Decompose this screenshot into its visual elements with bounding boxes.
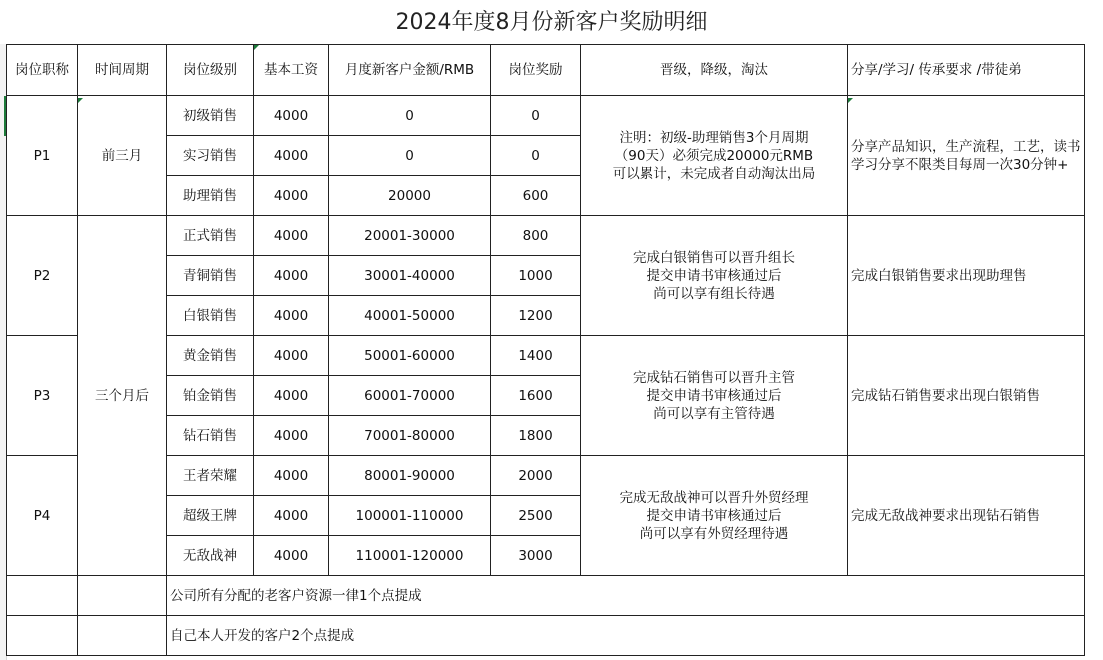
- amount-cell[interactable]: 110001-120000: [329, 536, 491, 576]
- base-salary-cell[interactable]: 4000: [254, 96, 329, 136]
- header-promotion[interactable]: 晋级，降级，淘汰: [581, 45, 848, 96]
- level-cell[interactable]: 实习销售: [167, 136, 254, 176]
- header-position[interactable]: 岗位职称: [7, 45, 78, 96]
- header-sharing[interactable]: 分享/学习/ 传承要求 /带徒弟: [848, 45, 1085, 96]
- base-salary-cell[interactable]: 4000: [254, 176, 329, 216]
- level-cell[interactable]: 王者荣耀: [167, 456, 254, 496]
- period-cell[interactable]: 前三月: [78, 96, 167, 216]
- amount-cell[interactable]: 0: [329, 136, 491, 176]
- amount-cell[interactable]: 70001-80000: [329, 416, 491, 456]
- reward-table: [6, 44, 1085, 656]
- position-cell[interactable]: P1: [7, 96, 78, 216]
- amount-cell[interactable]: 0: [329, 96, 491, 136]
- level-cell[interactable]: 助理销售: [167, 176, 254, 216]
- page-title: 2024年度8月份新客户奖励明细: [395, 10, 708, 35]
- cell-marker-icon: [848, 98, 853, 103]
- sharing-cell[interactable]: 分享产品知识，生产流程，工艺，读书学习分享不限类目每周一次30分钟+: [848, 96, 1085, 216]
- amount-cell[interactable]: 20001-30000: [329, 216, 491, 256]
- reward-cell[interactable]: 1400: [491, 336, 581, 376]
- header-base-salary[interactable]: 基本工资: [254, 45, 329, 96]
- empty-cell[interactable]: [78, 616, 167, 656]
- empty-cell[interactable]: [7, 576, 78, 616]
- reward-cell[interactable]: 3000: [491, 536, 581, 576]
- promotion-note-cell[interactable]: 完成钻石销售可以晋升主管 提交申请书审核通过后 尚可以享有主管待遇: [581, 336, 848, 456]
- amount-cell[interactable]: 20000: [329, 176, 491, 216]
- base-salary-cell[interactable]: 4000: [254, 336, 329, 376]
- cell-marker-icon: [254, 45, 259, 50]
- level-cell[interactable]: 初级销售: [167, 96, 254, 136]
- footer-note-own-clients[interactable]: 自己本人开发的客户2个点提成: [167, 616, 1085, 656]
- level-cell[interactable]: 青铜销售: [167, 256, 254, 296]
- reward-cell[interactable]: 1200: [491, 296, 581, 336]
- table-row: [7, 336, 1085, 376]
- table-row: [7, 216, 1085, 256]
- sharing-cell[interactable]: 完成白银销售要求出现助理售: [848, 216, 1085, 336]
- reward-cell[interactable]: 2000: [491, 456, 581, 496]
- sharing-cell[interactable]: 完成无敌战神要求出现钻石销售: [848, 456, 1085, 576]
- footer-row: [7, 576, 1085, 616]
- header-reward[interactable]: 岗位奖励: [491, 45, 581, 96]
- amount-cell[interactable]: 30001-40000: [329, 256, 491, 296]
- table-row: [7, 456, 1085, 496]
- header-level[interactable]: 岗位级别: [167, 45, 254, 96]
- reward-cell[interactable]: 0: [491, 136, 581, 176]
- position-cell[interactable]: P4: [7, 456, 78, 576]
- reward-cell[interactable]: 800: [491, 216, 581, 256]
- footer-note-old-clients[interactable]: 公司所有分配的老客户资源一律1个点提成: [167, 576, 1085, 616]
- cell-marker-icon: [78, 98, 83, 103]
- level-cell[interactable]: 白银销售: [167, 296, 254, 336]
- base-salary-cell[interactable]: 4000: [254, 416, 329, 456]
- amount-cell[interactable]: 100001-110000: [329, 496, 491, 536]
- amount-cell[interactable]: 50001-60000: [329, 336, 491, 376]
- reward-cell[interactable]: 600: [491, 176, 581, 216]
- promotion-note-cell[interactable]: 完成白银销售可以晋升组长 提交申请书审核通过后 尚可以享有组长待遇: [581, 216, 848, 336]
- base-salary-cell[interactable]: 4000: [254, 256, 329, 296]
- level-cell[interactable]: 钻石销售: [167, 416, 254, 456]
- empty-cell[interactable]: [7, 616, 78, 656]
- reward-cell[interactable]: 1800: [491, 416, 581, 456]
- base-salary-cell[interactable]: 4000: [254, 296, 329, 336]
- base-salary-cell[interactable]: 4000: [254, 216, 329, 256]
- position-cell[interactable]: P2: [7, 216, 78, 336]
- reward-cell[interactable]: 1000: [491, 256, 581, 296]
- level-cell[interactable]: 超级王牌: [167, 496, 254, 536]
- level-cell[interactable]: 正式销售: [167, 216, 254, 256]
- amount-cell[interactable]: 60001-70000: [329, 376, 491, 416]
- table-row: [7, 96, 1085, 136]
- base-salary-cell[interactable]: 4000: [254, 496, 329, 536]
- header-monthly-amount[interactable]: 月度新客户金额/RMB: [329, 45, 491, 96]
- level-cell[interactable]: 黄金销售: [167, 336, 254, 376]
- sharing-cell[interactable]: 完成钻石销售要求出现白银销售: [848, 336, 1085, 456]
- base-salary-cell[interactable]: 4000: [254, 376, 329, 416]
- header-period[interactable]: 时间周期: [78, 45, 167, 96]
- footer-row: [7, 616, 1085, 656]
- empty-cell[interactable]: [78, 576, 167, 616]
- amount-cell[interactable]: 40001-50000: [329, 296, 491, 336]
- promotion-note-cell[interactable]: 完成无敌战神可以晋升外贸经理 提交申请书审核通过后 尚可以享有外贸经理待遇: [581, 456, 848, 576]
- base-salary-cell[interactable]: 4000: [254, 136, 329, 176]
- level-cell[interactable]: 铂金销售: [167, 376, 254, 416]
- amount-cell[interactable]: 80001-90000: [329, 456, 491, 496]
- level-cell[interactable]: 无敌战神: [167, 536, 254, 576]
- header-row: [7, 45, 1085, 96]
- reward-cell[interactable]: 2500: [491, 496, 581, 536]
- position-cell[interactable]: P3: [7, 336, 78, 456]
- promotion-note-cell[interactable]: 注明：初级-助理销售3个月周期（90天）必须完成20000元RMB 可以累计，未完成者自动淘汰出局: [581, 96, 848, 216]
- reward-cell[interactable]: 0: [491, 96, 581, 136]
- period-cell[interactable]: 三个月后: [78, 216, 167, 576]
- base-salary-cell[interactable]: 4000: [254, 456, 329, 496]
- reward-cell[interactable]: 1600: [491, 376, 581, 416]
- base-salary-cell[interactable]: 4000: [254, 536, 329, 576]
